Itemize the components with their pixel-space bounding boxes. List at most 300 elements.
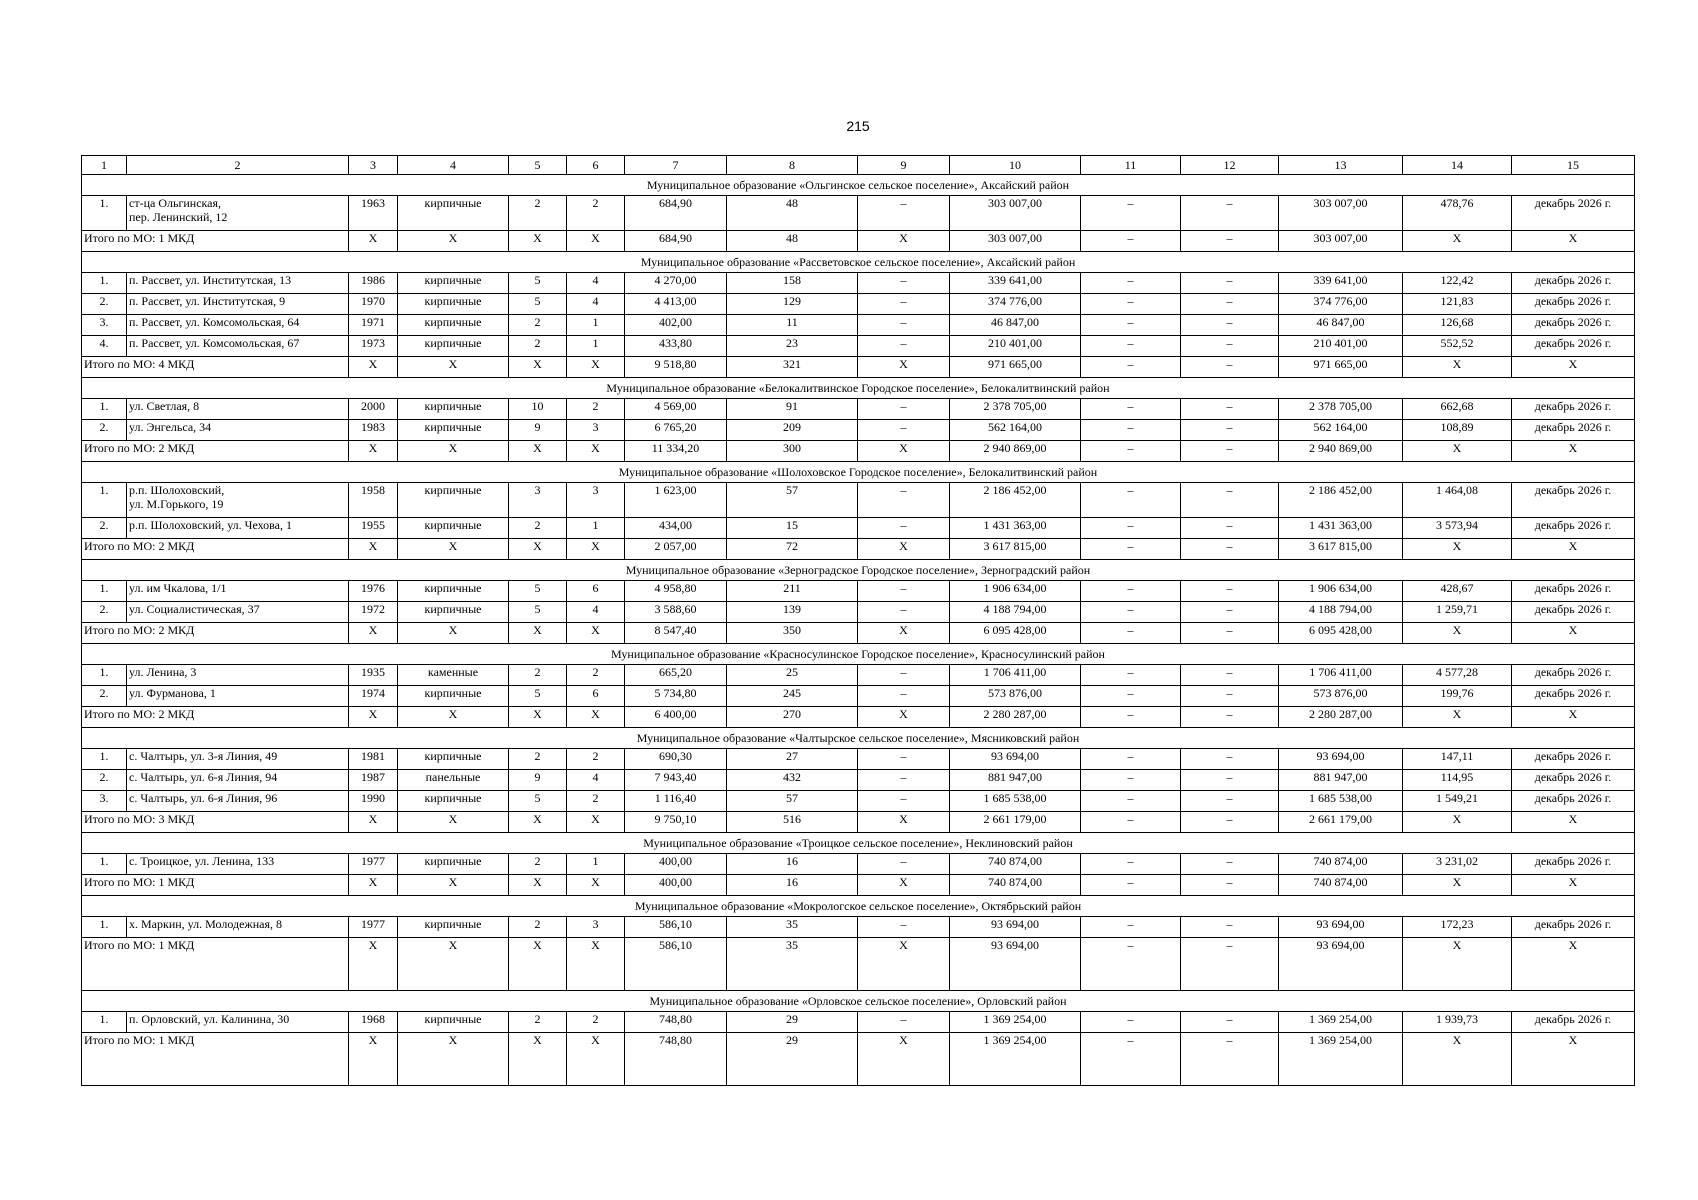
table-cell: декабрь 2026 г. <box>1512 336 1635 357</box>
column-number-header: 6 <box>567 156 625 175</box>
table-cell: 432 <box>727 770 858 791</box>
table-cell: кирпичные <box>398 791 509 812</box>
total-label: Итого по МО: 1 МКД <box>82 231 349 252</box>
column-number-header: 5 <box>509 156 567 175</box>
table-cell: 1 706 411,00 <box>950 665 1081 686</box>
table-cell: декабрь 2026 г. <box>1512 1012 1635 1033</box>
total-cell: 8 547,40 <box>625 623 727 644</box>
table-cell: 1986 <box>349 273 398 294</box>
table-cell: 1. <box>82 273 127 294</box>
total-cell: X <box>567 1033 625 1086</box>
table-cell: 2 <box>509 336 567 357</box>
table-cell: – <box>1081 196 1181 231</box>
total-cell: – <box>1181 357 1279 378</box>
table-cell: 1. <box>82 854 127 875</box>
building-address: ул. Энгельса, 34 <box>127 420 349 441</box>
municipality-section-header <box>82 175 1635 196</box>
table-cell: – <box>858 1012 950 1033</box>
total-cell: X <box>567 231 625 252</box>
total-cell: 2 280 287,00 <box>1279 707 1403 728</box>
total-cell: X <box>858 812 950 833</box>
municipality-title: Муниципальное образование «Ольгинское сельское поселение», Аксайский район <box>82 175 1635 196</box>
total-cell: X <box>858 1033 950 1086</box>
municipality-total-row <box>82 938 1635 991</box>
table-cell: 3 <box>509 483 567 518</box>
total-cell: 270 <box>727 707 858 728</box>
table-cell: 46 847,00 <box>950 315 1081 336</box>
table-cell: – <box>1081 581 1181 602</box>
building-address: с. Чалтырь, ул. 3-я Линия, 49 <box>127 749 349 770</box>
table-cell: 2 <box>509 196 567 231</box>
total-cell: X <box>858 231 950 252</box>
building-address: ул. им Чкалова, 1/1 <box>127 581 349 602</box>
table-cell: 139 <box>727 602 858 623</box>
table-cell: 23 <box>727 336 858 357</box>
total-cell: 35 <box>727 938 858 991</box>
table-cell: 1 116,40 <box>625 791 727 812</box>
table-cell: декабрь 2026 г. <box>1512 420 1635 441</box>
table-cell: 1972 <box>349 602 398 623</box>
total-label: Итого по МО: 1 МКД <box>82 875 349 896</box>
total-cell: X <box>1403 623 1512 644</box>
table-cell: 4 569,00 <box>625 399 727 420</box>
total-cell: X <box>567 875 625 896</box>
table-cell: 5 <box>509 581 567 602</box>
table-cell: 209 <box>727 420 858 441</box>
building-address: с. Троицкое, ул. Ленина, 133 <box>127 854 349 875</box>
column-number-header: 3 <box>349 156 398 175</box>
table-cell: – <box>1081 399 1181 420</box>
table-cell: 29 <box>727 1012 858 1033</box>
building-row <box>82 273 1635 294</box>
table-cell: 684,90 <box>625 196 727 231</box>
total-cell: X <box>1403 875 1512 896</box>
table-cell: – <box>1181 602 1279 623</box>
table-cell: 3. <box>82 791 127 812</box>
total-cell: 6 095 428,00 <box>950 623 1081 644</box>
total-cell: X <box>858 441 950 462</box>
building-row <box>82 791 1635 812</box>
table-cell: 2. <box>82 770 127 791</box>
total-cell: 971 665,00 <box>1279 357 1403 378</box>
table-cell: 11 <box>727 315 858 336</box>
table-cell: 2 <box>509 315 567 336</box>
table-cell: панельные <box>398 770 509 791</box>
building-address: п. Рассвет, ул. Институтская, 9 <box>127 294 349 315</box>
municipality-total-row <box>82 812 1635 833</box>
total-cell: – <box>1181 875 1279 896</box>
table-cell: 1977 <box>349 917 398 938</box>
table-cell: 1983 <box>349 420 398 441</box>
table-cell: – <box>858 315 950 336</box>
table-cell: 2 <box>567 399 625 420</box>
total-cell: 350 <box>727 623 858 644</box>
table-cell: 6 <box>567 686 625 707</box>
table-cell: 339 641,00 <box>950 273 1081 294</box>
table-cell: – <box>858 483 950 518</box>
table-cell: 1. <box>82 917 127 938</box>
total-cell: X <box>1403 539 1512 560</box>
column-number-header: 7 <box>625 156 727 175</box>
total-cell: X <box>1403 231 1512 252</box>
table-cell: 9 <box>509 770 567 791</box>
table-cell: 27 <box>727 749 858 770</box>
table-cell: 3. <box>82 315 127 336</box>
table-cell: 9 <box>509 420 567 441</box>
total-cell: X <box>858 707 950 728</box>
municipality-title: Муниципальное образование «Зерноградское Городское поселение», Зерноградский район <box>82 560 1635 581</box>
table-cell: 1. <box>82 581 127 602</box>
total-cell: – <box>1081 441 1181 462</box>
table-cell: 5 <box>509 686 567 707</box>
total-cell: 9 518,80 <box>625 357 727 378</box>
total-cell: – <box>1081 231 1181 252</box>
table-cell: – <box>858 399 950 420</box>
table-cell: – <box>858 196 950 231</box>
table-cell: – <box>1081 483 1181 518</box>
table-cell: 2 <box>567 791 625 812</box>
total-label: Итого по МО: 1 МКД <box>82 1033 349 1086</box>
table-cell: – <box>1081 854 1181 875</box>
table-cell: 2. <box>82 420 127 441</box>
total-cell: – <box>1181 1033 1279 1086</box>
total-cell: X <box>1512 539 1635 560</box>
table-cell: 2 <box>509 854 567 875</box>
table-cell: 1976 <box>349 581 398 602</box>
total-cell: 11 334,20 <box>625 441 727 462</box>
municipality-section-header <box>82 833 1635 854</box>
table-cell: – <box>1181 483 1279 518</box>
total-label: Итого по МО: 2 МКД <box>82 707 349 728</box>
table-cell: 3 231,02 <box>1403 854 1512 875</box>
table-cell: 1 685 538,00 <box>950 791 1081 812</box>
total-cell: 3 617 815,00 <box>950 539 1081 560</box>
table-cell: 5 <box>509 273 567 294</box>
total-cell: – <box>1181 231 1279 252</box>
table-cell: кирпичные <box>398 602 509 623</box>
municipality-title: Муниципальное образование «Рассветовское сельское поселение», Аксайский район <box>82 252 1635 273</box>
table-cell: – <box>1081 294 1181 315</box>
total-cell: 29 <box>727 1033 858 1086</box>
table-cell: – <box>1181 581 1279 602</box>
total-cell: X <box>1512 623 1635 644</box>
table-cell: 57 <box>727 483 858 518</box>
table-cell: – <box>1181 273 1279 294</box>
total-cell: X <box>349 1033 398 1086</box>
total-cell: X <box>398 875 509 896</box>
table-cell: 10 <box>509 399 567 420</box>
table-cell: кирпичные <box>398 273 509 294</box>
table-cell: 245 <box>727 686 858 707</box>
table-cell: декабрь 2026 г. <box>1512 770 1635 791</box>
total-cell: X <box>509 707 567 728</box>
table-cell: 1968 <box>349 1012 398 1033</box>
table-cell: 126,68 <box>1403 315 1512 336</box>
table-cell: 129 <box>727 294 858 315</box>
total-cell: 516 <box>727 812 858 833</box>
table-cell: 552,52 <box>1403 336 1512 357</box>
total-cell: 3 617 815,00 <box>1279 539 1403 560</box>
table-cell: – <box>1181 399 1279 420</box>
building-row <box>82 602 1635 623</box>
building-address: с. Чалтырь, ул. 6-я Линия, 94 <box>127 770 349 791</box>
total-cell: X <box>349 623 398 644</box>
table-cell: 5 <box>509 294 567 315</box>
total-cell: X <box>858 623 950 644</box>
table-cell: 740 874,00 <box>950 854 1081 875</box>
table-cell: 662,68 <box>1403 399 1512 420</box>
total-cell: 400,00 <box>625 875 727 896</box>
table-cell: 748,80 <box>625 1012 727 1033</box>
table-cell: 1 939,73 <box>1403 1012 1512 1033</box>
table-cell: 4 958,80 <box>625 581 727 602</box>
table-cell: – <box>1181 686 1279 707</box>
table-cell: 15 <box>727 518 858 539</box>
total-cell: 321 <box>727 357 858 378</box>
table-cell: 1987 <box>349 770 398 791</box>
building-address: п. Рассвет, ул. Институтская, 13 <box>127 273 349 294</box>
table-cell: декабрь 2026 г. <box>1512 196 1635 231</box>
table-cell: 6 765,20 <box>625 420 727 441</box>
table-cell: 1963 <box>349 196 398 231</box>
table-cell: 172,23 <box>1403 917 1512 938</box>
municipality-total-row <box>82 875 1635 896</box>
table-cell: 1. <box>82 749 127 770</box>
table-cell: 3 <box>567 917 625 938</box>
total-cell: 6 095 428,00 <box>1279 623 1403 644</box>
table-cell: 1 549,21 <box>1403 791 1512 812</box>
table-cell: 1958 <box>349 483 398 518</box>
total-cell: X <box>398 623 509 644</box>
total-cell: 2 280 287,00 <box>950 707 1081 728</box>
column-number-header: 11 <box>1081 156 1181 175</box>
table-cell: 1 906 634,00 <box>1279 581 1403 602</box>
page-number: 215 <box>846 118 870 134</box>
municipality-section-header <box>82 896 1635 917</box>
table-cell: 1. <box>82 483 127 518</box>
building-row <box>82 420 1635 441</box>
total-cell: 2 661 179,00 <box>950 812 1081 833</box>
table-cell: – <box>858 665 950 686</box>
table-cell: – <box>858 336 950 357</box>
table-cell: – <box>1181 917 1279 938</box>
table-cell: 2 <box>509 518 567 539</box>
table-cell: – <box>1081 336 1181 357</box>
total-cell: 2 940 869,00 <box>1279 441 1403 462</box>
table-cell: 2 378 705,00 <box>1279 399 1403 420</box>
total-cell: X <box>858 357 950 378</box>
table-cell: декабрь 2026 г. <box>1512 665 1635 686</box>
total-cell: X <box>567 938 625 991</box>
column-number-header: 1 <box>82 156 127 175</box>
table-cell: 1. <box>82 399 127 420</box>
table-cell: 108,89 <box>1403 420 1512 441</box>
total-cell: X <box>349 938 398 991</box>
table-cell: декабрь 2026 г. <box>1512 917 1635 938</box>
total-cell: X <box>398 357 509 378</box>
building-row <box>82 518 1635 539</box>
total-cell: 300 <box>727 441 858 462</box>
table-cell: – <box>1181 1012 1279 1033</box>
table-cell: 4 <box>567 770 625 791</box>
table-cell: 2. <box>82 518 127 539</box>
table-cell: 573 876,00 <box>1279 686 1403 707</box>
column-number-header: 14 <box>1403 156 1512 175</box>
table-cell: 339 641,00 <box>1279 273 1403 294</box>
table-cell: 2 <box>567 665 625 686</box>
table-cell: 1 706 411,00 <box>1279 665 1403 686</box>
table-cell: 16 <box>727 854 858 875</box>
table-cell: 1 431 363,00 <box>950 518 1081 539</box>
building-row <box>82 336 1635 357</box>
total-cell: 586,10 <box>625 938 727 991</box>
table-cell: – <box>1081 273 1181 294</box>
total-cell: 971 665,00 <box>950 357 1081 378</box>
total-cell: X <box>398 441 509 462</box>
total-cell: X <box>509 623 567 644</box>
total-cell: X <box>1512 1033 1635 1086</box>
table-cell: 573 876,00 <box>950 686 1081 707</box>
table-cell: 1 906 634,00 <box>950 581 1081 602</box>
column-number-header: 12 <box>1181 156 1279 175</box>
table-cell: кирпичные <box>398 749 509 770</box>
table-cell: 428,67 <box>1403 581 1512 602</box>
table-cell: 562 164,00 <box>1279 420 1403 441</box>
building-row <box>82 1012 1635 1033</box>
table-cell: 402,00 <box>625 315 727 336</box>
total-cell: 93 694,00 <box>950 938 1081 991</box>
table-cell: 1973 <box>349 336 398 357</box>
table-cell: 3 573,94 <box>1403 518 1512 539</box>
table-cell: 1 685 538,00 <box>1279 791 1403 812</box>
table-cell: 2 <box>509 917 567 938</box>
table-cell: 1971 <box>349 315 398 336</box>
table-cell: 665,20 <box>625 665 727 686</box>
table-cell: – <box>1181 336 1279 357</box>
total-cell: 740 874,00 <box>950 875 1081 896</box>
table-cell: 1935 <box>349 665 398 686</box>
total-cell: X <box>858 539 950 560</box>
table-cell: 881 947,00 <box>950 770 1081 791</box>
table-cell: кирпичные <box>398 917 509 938</box>
table-cell: 6 <box>567 581 625 602</box>
table-cell: 4 <box>567 294 625 315</box>
table-cell: – <box>1181 665 1279 686</box>
table-cell: 2 <box>509 1012 567 1033</box>
table-cell: кирпичные <box>398 420 509 441</box>
table-cell: 4 577,28 <box>1403 665 1512 686</box>
total-cell: X <box>509 812 567 833</box>
total-label: Итого по МО: 2 МКД <box>82 623 349 644</box>
table-cell: – <box>1181 770 1279 791</box>
table-cell: кирпичные <box>398 686 509 707</box>
building-address: ул. Ленина, 3 <box>127 665 349 686</box>
total-cell: 1 369 254,00 <box>1279 1033 1403 1086</box>
table-cell: – <box>858 791 950 812</box>
building-address: п. Орловский, ул. Калинина, 30 <box>127 1012 349 1033</box>
total-cell: – <box>1081 623 1181 644</box>
table-cell: 2 <box>567 196 625 231</box>
table-cell: декабрь 2026 г. <box>1512 602 1635 623</box>
municipality-total-row <box>82 623 1635 644</box>
table-cell: 1974 <box>349 686 398 707</box>
table-cell: – <box>1181 196 1279 231</box>
table-cell: – <box>1181 315 1279 336</box>
table-cell: – <box>858 581 950 602</box>
table-cell: 1977 <box>349 854 398 875</box>
table-cell: 1955 <box>349 518 398 539</box>
total-cell: X <box>509 875 567 896</box>
total-cell: 740 874,00 <box>1279 875 1403 896</box>
total-cell: – <box>1181 707 1279 728</box>
table-cell: 400,00 <box>625 854 727 875</box>
total-cell: X <box>858 938 950 991</box>
total-cell: – <box>1081 707 1181 728</box>
total-cell: – <box>1181 623 1279 644</box>
total-cell: X <box>398 938 509 991</box>
total-cell: – <box>1081 1033 1181 1086</box>
table-cell: декабрь 2026 г. <box>1512 791 1635 812</box>
table-cell: 199,76 <box>1403 686 1512 707</box>
total-cell: – <box>1181 812 1279 833</box>
total-cell: 2 661 179,00 <box>1279 812 1403 833</box>
table-cell: 121,83 <box>1403 294 1512 315</box>
table-cell: – <box>1081 602 1181 623</box>
table-cell: 1 431 363,00 <box>1279 518 1403 539</box>
table-cell: 3 <box>567 483 625 518</box>
building-address: ул. Светлая, 8 <box>127 399 349 420</box>
building-row <box>82 315 1635 336</box>
table-cell: кирпичные <box>398 399 509 420</box>
table-cell: кирпичные <box>398 294 509 315</box>
total-cell: X <box>398 539 509 560</box>
municipality-title: Муниципальное образование «Красносулинское Городское поселение», Красносулинский район <box>82 644 1635 665</box>
table-cell: 1 464,08 <box>1403 483 1512 518</box>
total-cell: 48 <box>727 231 858 252</box>
building-row <box>82 294 1635 315</box>
table-cell: 1 <box>567 854 625 875</box>
total-cell: X <box>567 623 625 644</box>
table-cell: кирпичные <box>398 518 509 539</box>
total-cell: 6 400,00 <box>625 707 727 728</box>
total-cell: X <box>349 357 398 378</box>
total-cell: X <box>509 1033 567 1086</box>
total-cell: X <box>1512 441 1635 462</box>
table-cell: – <box>1181 854 1279 875</box>
building-row <box>82 686 1635 707</box>
table-cell: декабрь 2026 г. <box>1512 483 1635 518</box>
total-cell: 16 <box>727 875 858 896</box>
total-cell: X <box>398 812 509 833</box>
municipality-section-header <box>82 252 1635 273</box>
building-address: п. Рассвет, ул. Комсомольская, 67 <box>127 336 349 357</box>
table-cell: 210 401,00 <box>950 336 1081 357</box>
building-address: п. Рассвет, ул. Комсомольская, 64 <box>127 315 349 336</box>
table-cell: 93 694,00 <box>950 749 1081 770</box>
total-cell: X <box>349 812 398 833</box>
table-cell: 1 259,71 <box>1403 602 1512 623</box>
table-cell: – <box>858 917 950 938</box>
table-cell: – <box>1181 749 1279 770</box>
table-cell: 4 188 794,00 <box>1279 602 1403 623</box>
column-number-header: 4 <box>398 156 509 175</box>
table-cell: 562 164,00 <box>950 420 1081 441</box>
table-cell: 1990 <box>349 791 398 812</box>
table-cell: кирпичные <box>398 483 509 518</box>
table-body <box>82 156 1635 1086</box>
total-cell: 9 750,10 <box>625 812 727 833</box>
total-cell: X <box>858 875 950 896</box>
